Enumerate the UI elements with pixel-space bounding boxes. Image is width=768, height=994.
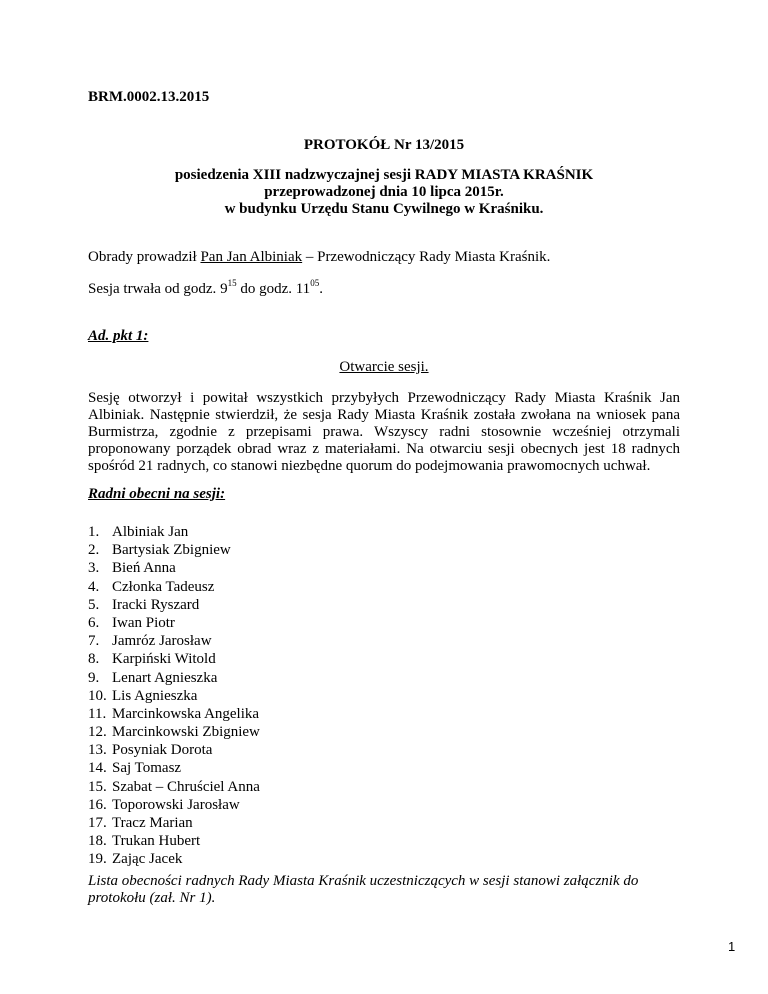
attendee-name: Marcinkowski Zbigniew (112, 724, 260, 741)
chair-name: Pan Jan Albiniak (200, 249, 303, 265)
attendee-item (88, 705, 260, 723)
attendee-name: Lenart Agnieszka (112, 669, 218, 686)
attendee-name: Lis Agnieszka (112, 687, 198, 704)
attendee-number: 9. (88, 669, 100, 686)
attendee-number: 19. (88, 851, 107, 868)
chair-suffix: – Przewodniczący Rady Miasta Kraśnik. (302, 249, 551, 265)
attendee-name: Jamróz Jarosław (112, 633, 212, 650)
duration-line (88, 278, 323, 298)
duration-middle: do godz. (236, 281, 296, 297)
opening-paragraph: Sesję otworzył i powitał wszystkich przybyłych Przewodniczący Rady Miasta Kraśnik Jan Albiniak. Następnie stwierdził, że sesja Rady Miasta Kraśnik została zwołana na wniosek pana Burmistrza, zgodnie z przepisami prawa. Wszyscy radni stosownie wcześniej otrzymali proponowany porządek obrad wraz z materiałami. Na otwarciu sesji obecnych jest 18 radnych spośród 21 radnych, co stanowi niezbędne quorum do podejmowania prawomocnych uchwał. (88, 390, 680, 474)
duration-end-min: 05 (310, 278, 320, 288)
duration-start-hour: 9 (220, 281, 228, 297)
attendee-name: Bień Anna (112, 560, 176, 577)
attendee-name: Tracz Marian (112, 815, 193, 831)
attendee-number: 16. (88, 796, 107, 813)
attendee-number: 6. (88, 614, 100, 631)
attendee-item (88, 687, 260, 705)
attendee-item (88, 559, 260, 577)
attendee-name: Posyniak Dorota (112, 742, 213, 759)
attendee-name: Członka Tadeusz (112, 578, 215, 595)
attendee-item (88, 596, 260, 614)
ad-point-heading: Ad. pkt 1: (88, 328, 149, 344)
chair-prefix: Obrady prowadził (88, 249, 201, 265)
attendee-item (88, 650, 260, 668)
attendee-item (88, 578, 260, 596)
attendee-item (88, 796, 260, 814)
attendee-number: 17. (88, 815, 107, 831)
attendees-list (88, 523, 260, 869)
document-reference: BRM.0002.13.2015 (88, 89, 210, 105)
duration-suffix: . (319, 281, 323, 297)
attendee-name: Trukan Hubert (112, 833, 201, 850)
attendee-item (88, 759, 260, 777)
attendees-heading: Radni obecni na sesji: (88, 486, 226, 502)
attendee-name: Marcinkowska Angelika (112, 705, 260, 722)
duration-prefix: Sesja trwała od godz. (88, 281, 221, 297)
attendee-number: 2. (88, 542, 100, 559)
attendee-item (88, 850, 260, 868)
attendee-number: 18. (88, 833, 107, 850)
section-title: Otwarcie sesji. (339, 359, 429, 375)
attendee-number: 13. (88, 742, 107, 759)
document-title: PROTOKÓŁ Nr 13/2015 (303, 137, 465, 153)
attendee-item (88, 741, 260, 759)
attendee-item (88, 723, 260, 741)
attendee-item (88, 541, 260, 559)
attendee-item (88, 814, 260, 832)
attendee-number: 10. (88, 687, 107, 704)
attendee-name: Karpiński Witold (112, 651, 216, 668)
attendee-item (88, 523, 260, 541)
footnote-line-1: Lista obecności radnych Rady Miasta Kraśnik uczestniczących w sesji stanowi załącznik do (88, 873, 639, 889)
attendee-name: Saj Tomasz (112, 760, 182, 777)
attendee-number: 15. (88, 778, 107, 795)
attendee-number: 7. (88, 633, 100, 650)
attendee-number: 14. (88, 760, 107, 777)
attendee-name: Iwan Piotr (112, 614, 175, 631)
attendee-number: 4. (88, 578, 100, 595)
subtitle-line-2: przeprowadzonej dnia 10 lipca 2015r. (264, 184, 504, 200)
attendee-item (88, 632, 260, 650)
chair-line (88, 249, 550, 266)
footnote-line-2: protokołu (zał. Nr 1). (88, 890, 216, 906)
attendee-number: 12. (88, 724, 107, 741)
attendee-number: 5. (88, 596, 100, 613)
attendee-item (88, 614, 260, 632)
attendee-number: 11. (88, 705, 107, 722)
attendee-item (88, 778, 260, 796)
attendee-name: Bartysiak Zbigniew (112, 542, 231, 559)
document-page (88, 0, 680, 994)
attendee-item (88, 832, 260, 850)
attendee-name: Szabat – Chruściel Anna (112, 778, 260, 795)
attendee-number: 8. (88, 651, 100, 668)
subtitle-line-1: posiedzenia XIII nadzwyczajnej sesji RADY MIASTA KRAŚNIK (174, 167, 594, 183)
attendee-name: Iracki Ryszard (112, 596, 200, 613)
attendee-number: 3. (88, 560, 100, 577)
section-title-wrap (88, 359, 680, 376)
attendee-number: 1. (88, 524, 100, 540)
attendee-item (88, 669, 260, 687)
subtitle-line-3: w budynku Urzędu Stanu Cywilnego w Kraśniku. (224, 201, 544, 217)
attendee-name: Toporowski Jarosław (112, 796, 240, 813)
page-number: 1 (728, 939, 736, 954)
attendee-name: Albiniak Jan (112, 524, 189, 540)
attendee-name: Zając Jacek (112, 851, 183, 868)
duration-end-hour: 11 (295, 281, 311, 297)
duration-start-min: 15 (227, 278, 237, 288)
